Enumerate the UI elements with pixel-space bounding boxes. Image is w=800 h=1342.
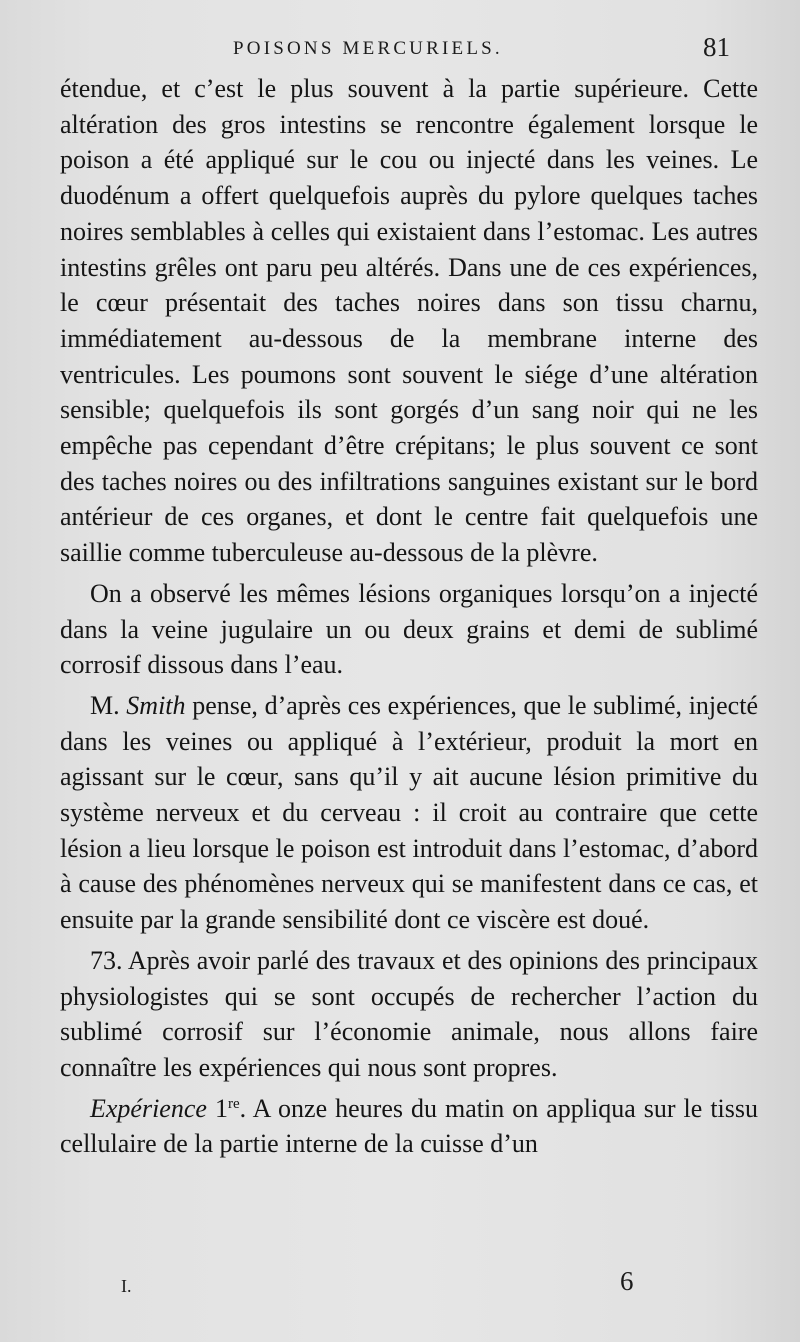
experience-superscript: re: [227, 1095, 240, 1112]
experience-text: . A onze heures du matin on appliqua sur le tissu cellulaire de la partie interne de la cuisse d’un: [60, 1093, 759, 1159]
experience-number: 1: [206, 1093, 228, 1123]
smith-text: pense, d’après ces expériences, que le sublimé, injecté dans les veines ou appliqué à l’extérieur, produit la mort en agissant sur le cœur, sans qu’il y ait aucune lésion primitive du système nerveux et du cerveau : il croit au contraire que cette lésion a lieu lorsque le poison est introduit dans l’estomac, d’abord à cause des phénomènes nerveux qui se manifestent dans ce cas, et ensuite par la grande sensibilité dont ce viscère est doué.: [60, 690, 758, 935]
body-text: [60, 71, 758, 1162]
paragraph-experience: [60, 1091, 758, 1162]
signature-mark: I.: [121, 1276, 132, 1296]
paragraph-continuation: étendue, et c’est le plus souvent à la partie supérieure. Cette altération des gros intestins se rencontre également lorsque le poison a été appliqué sur le cou ou injecté dans les veines. Le duodénum a offert quelquefois auprès du pylore quelques taches noires semblables à celles qui existaient dans l’estomac. Les autres intestins grêles ont paru peu altérés. Dans une de ces expériences, le cœur présentait des taches noires dans son tissu charnu, immédiatement au-dessous de la membrane interne des ventricules. Les poumons sont souvent le siége d’une altération sensible; quelquefois ils sont gorgés d’un sang noir qui ne les empêche pas cependant d’être crépitans; le plus souvent ce sont des taches noires ou des infiltrations sanguines existant sur le bord antérieur de ces organes, et dont le centre fait quelquefois une saillie comme tuberculeuse au-dessous de la plèvre.: [60, 74, 758, 568]
smith-lead: M.: [90, 690, 127, 720]
paragraph-section-73: 73. Après avoir parlé des travaux et des opinions des principaux physiologistes qui se sont occupés de rechercher l’action du sublimé corrosif sur l’économie animale, nous allons faire connaître les expériences qui nous sont propres.: [60, 945, 758, 1082]
running-title: POISONS MERCURIELS.: [233, 38, 503, 59]
page-number: 81: [703, 32, 730, 62]
experience-label: Expérience: [90, 1093, 207, 1123]
page-footer: [0, 1262, 800, 1302]
smith-name: Smith: [126, 690, 186, 720]
sheet-number: 6: [620, 1266, 634, 1296]
page-header: [0, 34, 800, 70]
paragraph-jugular: On a observé les mêmes lésions organiques lorsqu’on a injecté dans la veine jugulaire un ou deux grains et demi de sublimé corrosif dissous dans l’eau.: [60, 578, 758, 680]
paragraph-smith: [60, 688, 758, 938]
